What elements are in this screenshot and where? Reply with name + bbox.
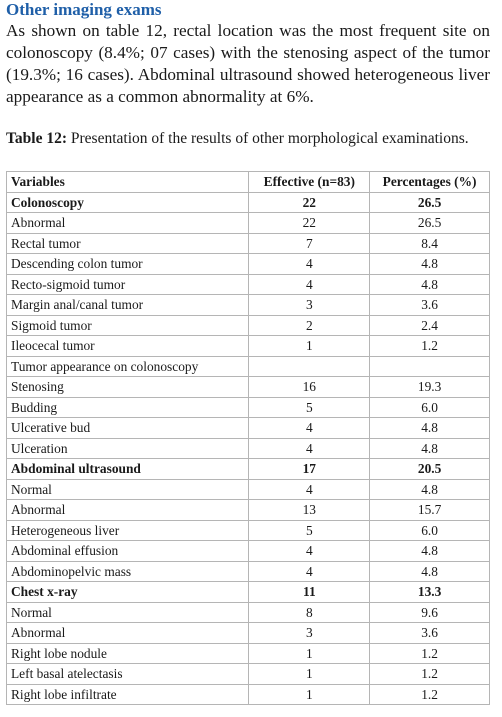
table-row xyxy=(7,541,490,562)
table-row xyxy=(7,213,490,234)
cell-variable: Sigmoid tumor xyxy=(7,315,249,336)
cell-effective: 1 xyxy=(249,664,370,685)
cell-percentage: 15.7 xyxy=(370,500,490,521)
cell-effective: 1 xyxy=(249,336,370,357)
table-row xyxy=(7,397,490,418)
cell-effective: 1 xyxy=(249,643,370,664)
column-header-effective: Effective (n=83) xyxy=(249,172,370,193)
table-row xyxy=(7,254,490,275)
cell-percentage: 1.2 xyxy=(370,684,490,705)
table-row xyxy=(7,582,490,603)
cell-percentage: 4.8 xyxy=(370,541,490,562)
results-table xyxy=(6,171,490,705)
cell-percentage: 8.4 xyxy=(370,233,490,254)
cell-effective: 8 xyxy=(249,602,370,623)
table-row xyxy=(7,192,490,213)
cell-effective: 3 xyxy=(249,295,370,316)
cell-variable: Tumor appearance on colonoscopy xyxy=(7,356,249,377)
cell-effective: 5 xyxy=(249,520,370,541)
table-row xyxy=(7,520,490,541)
table-body xyxy=(7,192,490,705)
cell-percentage: 26.5 xyxy=(370,192,490,213)
table-row xyxy=(7,500,490,521)
table-row xyxy=(7,233,490,254)
cell-variable: Budding xyxy=(7,397,249,418)
cell-variable: Abdominal effusion xyxy=(7,541,249,562)
cell-variable: Margin anal/canal tumor xyxy=(7,295,249,316)
cell-variable: Normal xyxy=(7,479,249,500)
table-row xyxy=(7,623,490,644)
table-row xyxy=(7,684,490,705)
cell-variable: Normal xyxy=(7,602,249,623)
table-row xyxy=(7,438,490,459)
table-row xyxy=(7,377,490,398)
table-caption-text: Presentation of the results of other morphological examinations. xyxy=(67,130,469,147)
cell-effective: 22 xyxy=(249,192,370,213)
cell-variable: Right lobe infiltrate xyxy=(7,684,249,705)
cell-variable: Abdominopelvic mass xyxy=(7,561,249,582)
cell-variable: Right lobe nodule xyxy=(7,643,249,664)
cell-effective: 4 xyxy=(249,541,370,562)
cell-percentage: 4.8 xyxy=(370,479,490,500)
cell-effective: 5 xyxy=(249,397,370,418)
cell-effective: 4 xyxy=(249,418,370,439)
cell-percentage: 13.3 xyxy=(370,582,490,603)
cell-variable: Recto-sigmoid tumor xyxy=(7,274,249,295)
cell-percentage: 4.8 xyxy=(370,438,490,459)
table-caption xyxy=(6,130,490,148)
cell-percentage: 2.4 xyxy=(370,315,490,336)
cell-variable: Abdominal ultrasound xyxy=(7,459,249,480)
cell-effective: 2 xyxy=(249,315,370,336)
cell-effective: 4 xyxy=(249,479,370,500)
cell-percentage: 4.8 xyxy=(370,254,490,275)
cell-effective xyxy=(249,356,370,377)
cell-percentage: 4.8 xyxy=(370,561,490,582)
table-row xyxy=(7,664,490,685)
table-row xyxy=(7,643,490,664)
body-paragraph: As shown on table 12, rectal location was the most frequent site on colonoscopy (8.4%; 07 cases) with the stenosing aspect of the tumor (19.3%; 16 cases). Abdominal ultrasound showed heterogeneous liver appearance as a common abnormality at 6%. xyxy=(6,21,490,106)
cell-percentage: 6.0 xyxy=(370,397,490,418)
cell-percentage: 1.2 xyxy=(370,643,490,664)
cell-variable: Abnormal xyxy=(7,213,249,234)
table-row xyxy=(7,295,490,316)
cell-percentage xyxy=(370,356,490,377)
cell-effective: 4 xyxy=(249,561,370,582)
cell-variable: Abnormal xyxy=(7,623,249,644)
cell-variable: Heterogeneous liver xyxy=(7,520,249,541)
cell-percentage: 20.5 xyxy=(370,459,490,480)
cell-percentage: 1.2 xyxy=(370,664,490,685)
table-row xyxy=(7,274,490,295)
cell-percentage: 3.6 xyxy=(370,623,490,644)
section-title: Other imaging exams xyxy=(6,0,162,19)
cell-effective: 4 xyxy=(249,438,370,459)
cell-percentage: 26.5 xyxy=(370,213,490,234)
cell-effective: 13 xyxy=(249,500,370,521)
table-caption-label: Table 12: xyxy=(6,130,68,147)
cell-variable: Left basal atelectasis xyxy=(7,664,249,685)
table-row xyxy=(7,336,490,357)
cell-variable: Rectal tumor xyxy=(7,233,249,254)
cell-percentage: 19.3 xyxy=(370,377,490,398)
cell-variable: Abnormal xyxy=(7,500,249,521)
cell-variable: Ulceration xyxy=(7,438,249,459)
table-header-row xyxy=(7,172,490,193)
column-header-percentages: Percentages (%) xyxy=(370,172,490,193)
cell-variable: Descending colon tumor xyxy=(7,254,249,275)
cell-percentage: 6.0 xyxy=(370,520,490,541)
table-row xyxy=(7,602,490,623)
cell-effective: 1 xyxy=(249,684,370,705)
cell-percentage: 3.6 xyxy=(370,295,490,316)
cell-variable: Colonoscopy xyxy=(7,192,249,213)
cell-variable: Stenosing xyxy=(7,377,249,398)
cell-variable: Ileocecal tumor xyxy=(7,336,249,357)
table-row xyxy=(7,418,490,439)
table-row xyxy=(7,479,490,500)
cell-variable: Chest x-ray xyxy=(7,582,249,603)
cell-effective: 4 xyxy=(249,274,370,295)
table-row xyxy=(7,315,490,336)
cell-effective: 4 xyxy=(249,254,370,275)
cell-effective: 22 xyxy=(249,213,370,234)
cell-effective: 11 xyxy=(249,582,370,603)
table-row xyxy=(7,561,490,582)
column-header-variables: Variables xyxy=(7,172,249,193)
cell-variable: Ulcerative bud xyxy=(7,418,249,439)
cell-percentage: 4.8 xyxy=(370,274,490,295)
cell-effective: 16 xyxy=(249,377,370,398)
table-row xyxy=(7,459,490,480)
cell-effective: 17 xyxy=(249,459,370,480)
cell-percentage: 1.2 xyxy=(370,336,490,357)
cell-percentage: 4.8 xyxy=(370,418,490,439)
cell-percentage: 9.6 xyxy=(370,602,490,623)
cell-effective: 3 xyxy=(249,623,370,644)
cell-effective: 7 xyxy=(249,233,370,254)
table-row xyxy=(7,356,490,377)
